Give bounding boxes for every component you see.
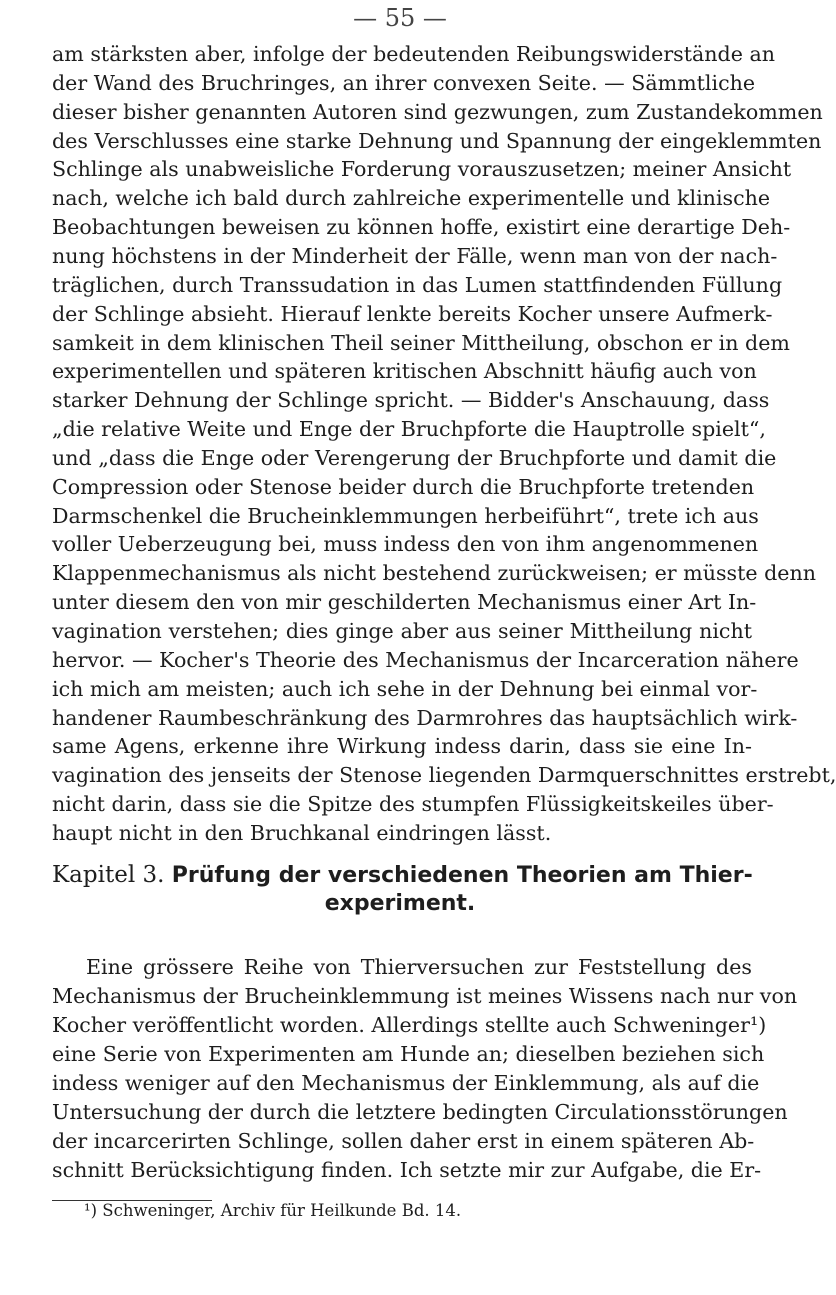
text-line: des Verschlusses eine starke Dehnung und Spannung der eingeklemmten: [52, 128, 822, 153]
text-line: starker Dehnung der Schlinge spricht. — Bidder's Anschauung, dass: [52, 388, 770, 413]
text-line: vagination des jenseits der Stenose liegenden Darmquerschnittes erstrebt,: [52, 763, 836, 788]
text-line: „die relative Weite und Enge der Bruchpforte die Hauptrolle spielt“,: [52, 417, 766, 442]
text-line: Eine grössere Reihe von Thierversuchen zur Feststellung des: [86, 955, 752, 979]
chapter-title-line1: Prüfung der verschiedenen Theorien am Thier-: [171, 863, 753, 888]
text-line: experimentellen und späteren kritischen Abschnitt häufig auch von: [52, 359, 757, 384]
text-line: dieser bisher genannten Autoren sind gezwungen, zum Zustandekommen: [52, 99, 823, 124]
text-line: Darmschenkel die Brucheinklemmungen herbeiführt“, trete ich aus: [52, 503, 759, 528]
text-line: samkeit in dem klinischen Theil seiner Mittheilung, obschon er in dem: [52, 330, 790, 355]
chapter-label: Kapitel 3.: [52, 862, 165, 888]
text-line: Klappenmechanismus als nicht bestehend zurückweisen; er müsste denn: [52, 561, 817, 586]
text-line: handener Raumbeschränkung des Darmrohres das hauptsächlich wirk-: [52, 705, 798, 730]
text-line: der Schlinge absieht. Hierauf lenkte bereits Kocher unsere Aufmerk-: [52, 301, 773, 326]
text-line: der Wand des Bruchringes, an ihrer convexen Seite. — Sämmtliche: [52, 70, 756, 95]
text-line: Mechanismus der Brucheinklemmung ist meines Wissens nach nur von: [52, 984, 798, 1008]
page-number: — 55 —: [353, 4, 447, 32]
text-line: ich mich am meisten; auch ich sehe in der Dehnung bei einmal vor-: [52, 676, 758, 701]
text-line: nung höchstens in der Minderheit der Fälle, wenn man von der nach-: [52, 243, 778, 268]
footnote: ¹) Schweninger, Archiv für Heilkunde Bd. 14.: [84, 1201, 462, 1220]
text-line: Schlinge als unabweisliche Forderung vorauszusetzen; meiner Ansicht: [52, 157, 792, 182]
text-line: träglichen, durch Transsudation in das Lumen stattfindenden Füllung: [52, 272, 783, 297]
text-line: nach, welche ich bald durch zahlreiche experimentelle und klinische: [52, 186, 771, 211]
text-line: hervor. — Kocher's Theorie des Mechanismus der Incarceration nähere: [52, 647, 799, 672]
text-line: indess weniger auf den Mechanismus der Einklemmung, als auf die: [52, 1071, 760, 1095]
text-line: voller Ueberzeugung bei, muss indess den von ihm angenommenen: [52, 532, 759, 557]
text-line: Compression oder Stenose beider durch die Bruchpforte tretenden: [52, 474, 755, 499]
text-line: der incarcerirten Schlinge, sollen daher erst in einem späteren Ab-: [52, 1129, 755, 1153]
text-line: Beobachtungen beweisen zu können hoffe, existirt eine derartige Deh-: [52, 215, 791, 240]
text-line: eine Serie von Experimenten am Hunde an; dieselben beziehen sich: [52, 1042, 765, 1066]
text-line: same Agens, erkenne ihre Wirkung indess darin, dass sie eine In-: [52, 734, 752, 759]
text-line: am stärksten aber, infolge der bedeutenden Reibungswiderstände an: [52, 42, 776, 66]
text-line: schnitt Berücksichtigung finden. Ich setzte mir zur Aufgabe, die Er-: [52, 1158, 762, 1182]
text-line: Kocher veröffentlicht worden. Allerdings stellte auch Schweninger¹): [52, 1013, 767, 1037]
text-line: Untersuchung der durch die letztere bedingten Circulationsstörungen: [52, 1100, 788, 1124]
text-line: vagination verstehen; dies ginge aber aus seiner Mittheilung nicht: [52, 619, 752, 643]
text-line: und „dass die Enge oder Verengerung der Bruchpforte und damit die: [52, 445, 777, 470]
text-line: nicht darin, dass sie die Spitze des stumpfen Flüssigkeitskeiles über-: [52, 792, 774, 817]
chapter-heading: [52, 862, 752, 888]
text-line: haupt nicht in den Bruchkanal eindringen lässt.: [52, 820, 552, 845]
text-line: unter diesem den von mir geschilderten Mechanismus einer Art In-: [52, 590, 757, 615]
chapter-title-line2: experiment.: [324, 891, 476, 916]
